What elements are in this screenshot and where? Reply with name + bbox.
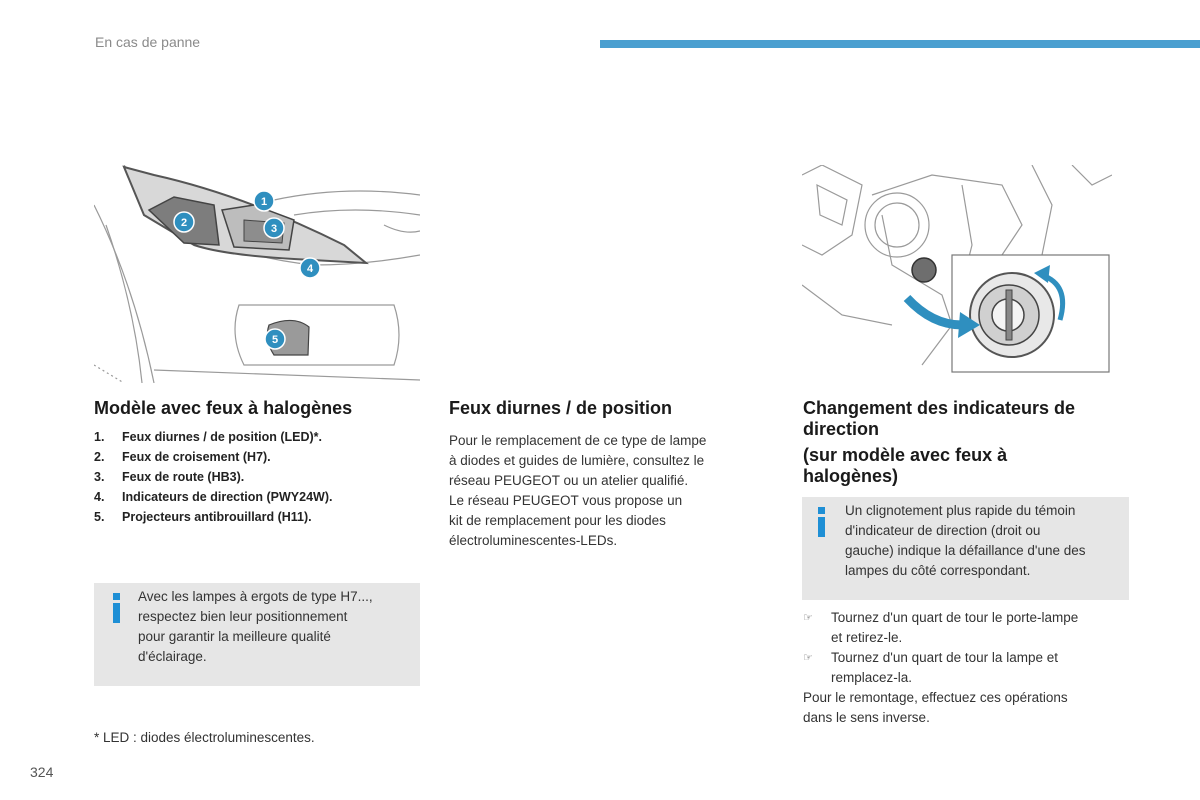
heading-line: (sur modèle avec feux à — [803, 445, 1008, 465]
closing-line: dans le sens inverse. — [803, 710, 930, 725]
bullet-line: Tournez d'un quart de tour la lampe et — [831, 650, 1058, 665]
list-number: 2. — [94, 450, 105, 464]
closing-line: Pour le remontage, effectuez ces opérations — [803, 690, 1068, 705]
col1-heading: Modèle avec feux à halogènes — [94, 398, 353, 418]
list-item — [94, 467, 424, 487]
bullet-line: Tournez d'un quart de tour le porte-lampe — [831, 610, 1079, 625]
list-item — [94, 507, 424, 527]
bulb-list — [94, 427, 424, 527]
info-line: pour garantir la meilleure qualité — [138, 629, 331, 644]
bullet-line: remplacez-la. — [831, 670, 913, 685]
body-line: électroluminescentes-LEDs. — [449, 533, 618, 548]
callout-2: 2 — [180, 217, 188, 229]
closing-text — [803, 688, 1133, 728]
page-number: 324 — [30, 764, 54, 780]
heading-line: direction — [803, 419, 880, 439]
callout-3: 3 — [270, 223, 278, 235]
callout-5: 5 — [271, 334, 279, 346]
list-item — [803, 608, 1133, 648]
list-text: Projecteurs antibrouillard (H11). — [122, 510, 312, 524]
headlamp-diagram — [94, 165, 420, 383]
col1-section — [94, 398, 424, 527]
list-item — [94, 447, 424, 467]
list-text: Indicateurs de direction (PWY24W). — [122, 490, 333, 504]
body-line: Le réseau PEUGEOT vous propose un — [449, 493, 683, 508]
hand-pointer-icon: ☞ — [803, 652, 813, 664]
bullet-text — [831, 608, 1078, 648]
list-number: 3. — [94, 470, 105, 484]
info-icon-stem — [818, 517, 825, 537]
callout-4: 4 — [306, 263, 314, 275]
col3-heading — [803, 398, 1133, 440]
info-icon — [818, 507, 825, 514]
col2-body — [449, 431, 769, 551]
info-line: gauche) indique la défaillance d'une des — [845, 543, 1086, 558]
info-line: respectez bien leur positionnement — [138, 609, 348, 624]
info-text — [845, 501, 1129, 581]
list-text: Feux de route (HB3). — [122, 470, 245, 484]
list-item — [94, 427, 424, 447]
hand-pointer-icon: ☞ — [803, 612, 813, 624]
bullet-text — [831, 648, 1058, 688]
body-line: Pour le remplacement de ce type de lampe — [449, 433, 707, 448]
info-box-indicator — [802, 497, 1129, 600]
heading-line: halogènes) — [803, 466, 899, 486]
list-text: Feux de croisement (H7). — [122, 450, 271, 464]
list-number: 5. — [94, 510, 105, 524]
callout-1: 1 — [260, 196, 268, 208]
list-number: 4. — [94, 490, 105, 504]
instruction-steps — [803, 608, 1133, 728]
list-item — [94, 487, 424, 507]
col3-section — [803, 398, 1133, 487]
body-line: kit de remplacement pour les diodes — [449, 513, 666, 528]
list-number: 1. — [94, 430, 105, 444]
info-line: lampes du côté correspondant. — [845, 563, 1031, 578]
footnote: * LED : diodes électroluminescentes. — [94, 730, 315, 745]
bullet-line: et retirez-le. — [831, 630, 903, 645]
info-icon — [113, 593, 120, 600]
body-line: à diodes et guides de lumière, consultez le — [449, 453, 705, 468]
col3-subheading — [803, 445, 1133, 487]
info-line: Un clignotement plus rapide du témoin — [845, 503, 1076, 518]
list-item — [803, 648, 1133, 688]
col2-section — [449, 398, 769, 551]
header-accent-bar — [600, 40, 1200, 48]
list-text: Feux diurnes / de position (LED)*. — [122, 430, 323, 444]
info-box-halogen — [94, 583, 420, 686]
info-line: d'indicateur de direction (droit ou — [845, 523, 1041, 538]
body-line: réseau PEUGEOT ou un atelier qualifié. — [449, 473, 689, 488]
info-line: Avec les lampes à ergots de type H7..., — [138, 589, 373, 604]
info-icon-stem — [113, 603, 120, 623]
heading-line: Changement des indicateurs de — [803, 398, 1076, 418]
indicator-diagram — [802, 165, 1112, 375]
col2-heading: Feux diurnes / de position — [449, 398, 673, 418]
section-title: En cas de panne — [95, 34, 201, 50]
info-text — [138, 587, 418, 667]
info-line: d'éclairage. — [138, 649, 207, 664]
